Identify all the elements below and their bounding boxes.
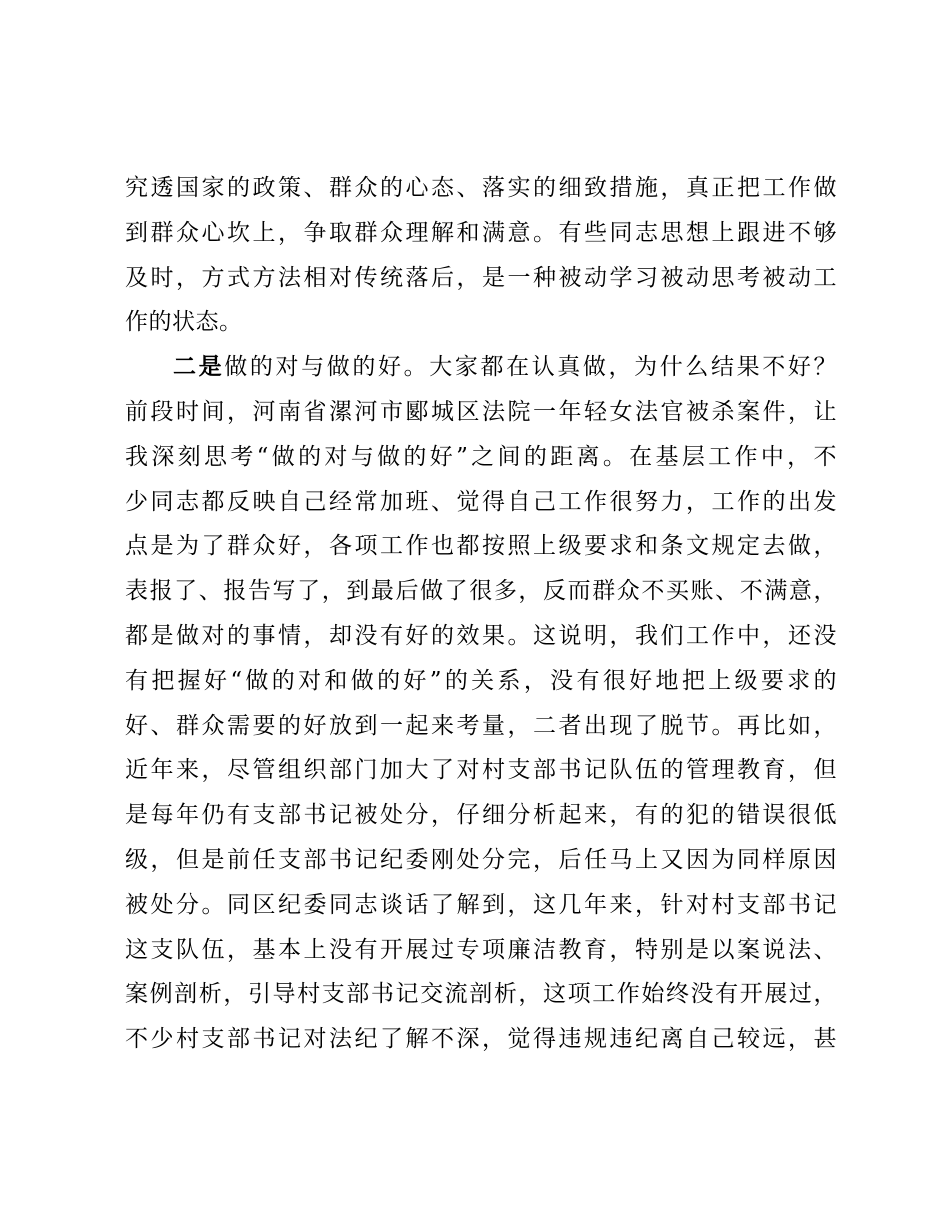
text-line: 级，但是前任支部书记纪委刚处分完，后任马上又因为同样原因 — [125, 846, 837, 873]
text-line: 点是为了群众好，各项工作也都按照上级要求和条文规定去做， — [125, 533, 837, 560]
paragraph-lead: 二是 — [173, 353, 225, 381]
text-line: 及时，方式方法相对传统落后，是一种被动学习被动思考被动工 — [125, 264, 837, 291]
text-line: 被处分。同区纪委同志谈话了解到，这几年来，针对村支部书记 — [125, 891, 837, 918]
paragraph-start-line — [125, 345, 837, 390]
text-line: 到群众心坎上，争取群众理解和满意。有些同志思想上跟进不够 — [125, 219, 837, 246]
text-line: 好、群众需要的好放到一起来考量，二者出现了脱节。再比如， — [125, 712, 837, 739]
text-line: 前段时间，河南省漯河市郾城区法院一年轻女法官被杀案件，让 — [125, 398, 837, 425]
text-line: 这支队伍，基本上没有开展过专项廉洁教育，特别是以案说法、 — [125, 936, 837, 963]
text-line: 我深刻思考“做的对与做的好”之间的距离。在基层工作中，不 — [125, 443, 837, 470]
text-line: 究透国家的政策、群众的心态、落实的细致措施，真正把工作做 — [125, 175, 837, 201]
text-line: 都是做对的事情，却没有好的效果。这说明，我们工作中，还没 — [125, 622, 837, 649]
text-line: 近年来，尽管组织部门加大了对村支部书记队伍的管理教育，但 — [125, 757, 837, 784]
text-line: 作的状态。 — [125, 309, 243, 336]
paragraph-lead-text: 做的对与做的好。大家都在认真做，为什么结果不好？ — [224, 354, 838, 381]
text-line: 案例剖析，引导村支部书记交流剖析，这项工作始终没有开展过， — [125, 981, 837, 1008]
text-line: 不少村支部书记对法纪了解不深，觉得违规违纪离自己较远，甚 — [125, 1026, 837, 1053]
text-line: 是每年仍有支部书记被处分，仔细分析起来，有的犯的错误很低 — [125, 802, 837, 829]
body-text — [125, 166, 837, 1062]
text-line: 少同志都反映自己经常加班、觉得自己工作很努力，工作的出发 — [125, 488, 837, 515]
text-line: 有把握好“做的对和做的好”的关系，没有很好地把上级要求的 — [125, 667, 837, 694]
text-line: 表报了、报告写了，到最后做了很多，反而群众不买账、不满意， — [125, 578, 837, 605]
